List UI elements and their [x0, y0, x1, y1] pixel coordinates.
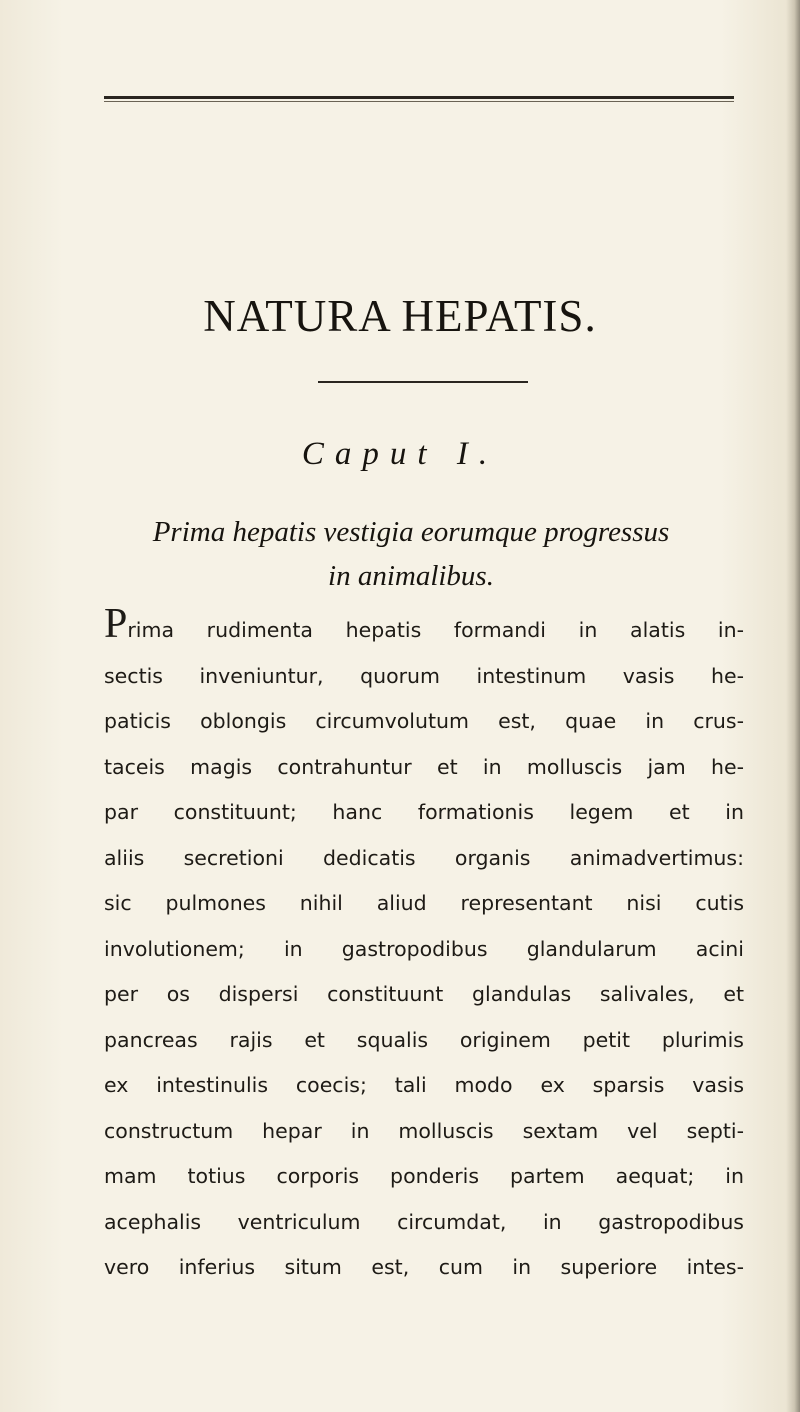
subtitle-line-1: Prima hepatis vestigia eorumque progressus — [152, 516, 670, 548]
text-line: sectis inveniuntur, quorum intestinum vasis he- — [104, 663, 744, 688]
top-rule — [104, 96, 734, 99]
text-line: ex intestinulis coecis; tali modo ex sparsis vasis — [104, 1073, 744, 1097]
page-edge-shadow — [786, 0, 800, 1412]
text-line: acephalis ventriculum circumdat, in gastropodibus — [104, 1209, 744, 1234]
chapter-title: NATURA HEPATIS. — [203, 291, 597, 341]
text-line: involutionem; in gastropodibus glandularum acini — [104, 936, 744, 961]
text-line: paticis oblongis circumvolutum est, quae in crus- — [104, 709, 744, 733]
text-line: pancreas rajis et squalis originem petit plurimis — [104, 1027, 744, 1052]
text-line — [104, 601, 744, 654]
title-divider — [318, 381, 528, 383]
caput-heading: Caput I. — [301, 436, 499, 472]
text-line: per os dispersi constituunt glandulas salivales, et — [104, 982, 744, 1006]
text-line: constructum hepar in molluscis sextam vel septi- — [104, 1118, 744, 1143]
chapter-subtitle — [96, 510, 726, 598]
text-line: vero inferius situm est, cum in superiore intes- — [104, 1255, 744, 1279]
text-line: aliis secretioni dedicatis organis animadvertimus: — [104, 845, 744, 870]
top-rule-thin — [104, 101, 734, 102]
text-line-content: rima rudimenta hepatis formandi in alatis in- — [127, 618, 744, 642]
body-paragraph — [104, 601, 744, 1291]
text-line: sic pulmones nihil aliud representant nisi cutis — [104, 891, 744, 915]
text-line: taceis magis contrahuntur et in molluscis jam he- — [104, 754, 744, 779]
text-line: mam totius corporis ponderis partem aequat; in — [104, 1164, 744, 1188]
text-line: par constituunt; hanc formationis legem et in — [104, 800, 744, 824]
drop-cap: P — [104, 601, 128, 647]
subtitle-line-2: in animalibus. — [328, 560, 494, 592]
